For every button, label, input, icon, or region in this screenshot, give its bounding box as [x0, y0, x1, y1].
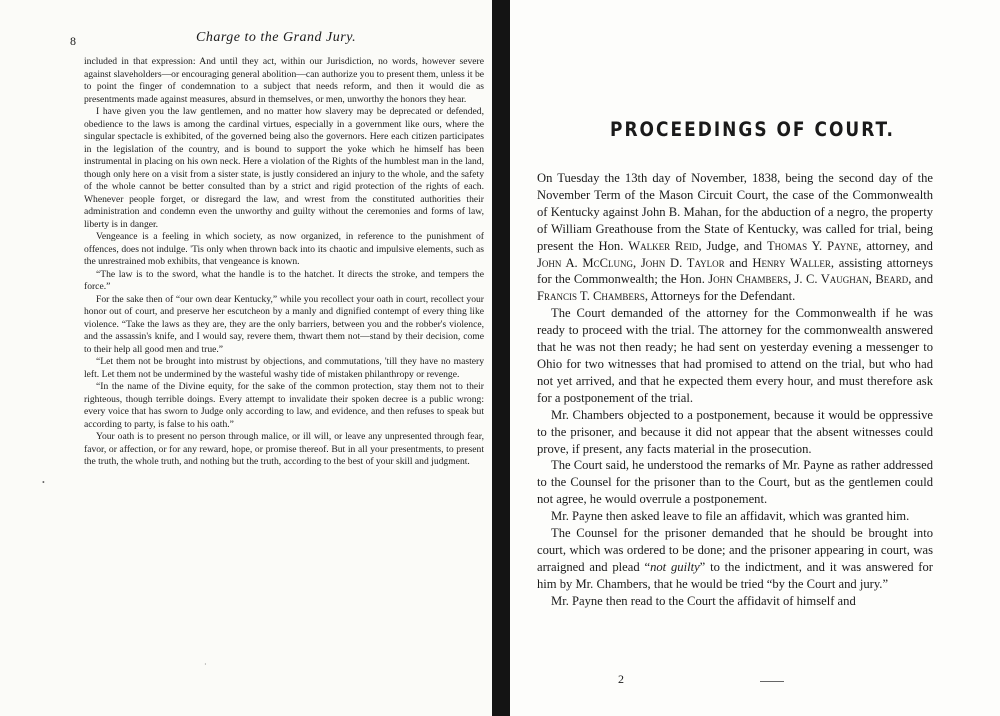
- right-page: [510, 0, 1000, 716]
- right-paragraph: Mr. Payne then asked leave to file an affidavit, which was granted him.: [551, 509, 910, 524]
- name-run: Walker Reid: [628, 238, 699, 253]
- name-run: Henry Waller: [752, 255, 831, 270]
- left-paragraph: I have given you the law gentlemen, and no matter how slavery may be deprecated or defended, obedience to the laws is among the cardinal virtues, especially in a government like ours, where the singular spectacle is exhibited, of the governed being also the governors. Here each citizen participates in the legislation of the country, and is bound to support the yoke which he himself has been instrumental in placing on his own neck. Here a violation of the Rights of the humblest man in the land, though only here on a visit from a sister state, is justly considered an injury to the whole, and the safety of the whole cannot be better consulted than by a strict and rigid protection of the rights of each. Whenever people forget, or disregard the law, and wrest from the constituted authorities their administration and condemn even the unworthy and guilty without the ceremonies and forms of law, liberty is in danger.: [84, 106, 484, 230]
- name-run: Francis T. Chambers: [537, 289, 645, 304]
- text-run: , assisting attorneys for the Commonwealth; the Hon.: [537, 255, 934, 287]
- left-paragraph: Your oath is to present no person through malice, or ill will, or leave any unpresented through fear, favor, or affection, or for any reward, hope, or promise thereof. But in all your presentments, to present the truth, the whole truth, and nothing but the truth, according to the best of your skill and judgment.: [84, 431, 484, 467]
- running-head: Charge to the Grand Jury.: [196, 30, 357, 45]
- left-paragraph: included in that expression: And until they act, within our Jurisdiction, no words, however severe against slaveholders—or encouraging general abolition—can authorize you to present them, unless it be to point the finger of condemnation to a subject that needs reform, and then it would die as presentments made against measures, absurd in themselves, or men, unworthy the honors they hear.: [84, 56, 484, 105]
- left-page: [0, 0, 492, 716]
- text-run: and: [724, 255, 753, 270]
- right-paragraph: [537, 170, 933, 305]
- emphasis-run: not guilty: [650, 559, 700, 574]
- left-page-text: [84, 56, 484, 469]
- text-run: ” to the indictment, and it was answered for him by Mr. Chambers, that he would be tried “by the Court and jury.”: [537, 559, 933, 591]
- text-run: and: [911, 272, 933, 287]
- left-paragraph: Vengeance is a feeling in which society, as now organized, in reference to the punishment of offences, does not indulge. 'Tis only when thrown back into its chaotic and impulsive elements, such as the unrestrained mob exhibits, that vengeance is known.: [84, 231, 484, 267]
- text-run: On Tuesday the 13th day of November, 1838, being the second day of the November Term of the Mason Circuit Court, the case of the Commonwealth of Kentucky against John B. Mahan, for the abduction of a negro, the property of William Greathouse from the State of Kentucky, was called for trial, being present the Hon.: [537, 171, 933, 253]
- right-paragraph: The Court said, he understood the remarks of Mr. Payne as rather addressed to the Counsel for the prisoner than to the Court, but as the gentlemen could not agree, he would overrule a postponement.: [537, 458, 933, 507]
- right-paragraph: The Court demanded of the attorney for the Commonwealth if he was ready to proceed with the trial. The attorney for the commonwealth answered that he was not then ready; he had sent on yesterday evening a messenger to Ohio for two witnesses that had promised to attend on the trial, but who had not yet arrived, and that he expected them every hour, and must therefore ask for a postponement of the trial.: [537, 306, 933, 405]
- scan-speck: ·: [204, 660, 207, 669]
- scan-line: [760, 681, 784, 682]
- left-paragraph: “The law is to the sword, what the handle is to the hatchet. It directs the stroke, and tempers the force.”: [84, 268, 484, 292]
- name-run: John Chambers, J. C. Vaughan, Beard,: [708, 272, 912, 287]
- book-gutter: [492, 0, 510, 716]
- right-paragraph: [537, 525, 933, 593]
- right-page-number: 2: [618, 672, 624, 686]
- name-run: John A. McClung, John D. Taylor: [537, 255, 725, 270]
- scan-speck: •: [42, 478, 45, 487]
- left-paragraph: For the sake then of “our own dear Kentucky,” while you recollect your oath in court, recollect your honor out of court, and preserve her escutcheon by a manly and dignified contempt of every thing like violence. “Take the laws as they are, they are the only barriers, between you and the robber's violence, and the assassin's knife, and I would say, revere them, thwart them not—stand by their decision, come to their help all good men and true.”: [84, 293, 484, 355]
- name-run: Thomas Y. Payne: [766, 238, 859, 253]
- text-run: The Counsel for the prisoner demanded that he should be brought into court, which was ordered to be done; and the prisoner appearing in court, was arraigned and plead “: [537, 526, 933, 574]
- section-heading: PROCEEDINGS OF COURT.: [610, 118, 895, 142]
- left-page-number: 8: [70, 34, 76, 48]
- left-paragraph: “Let them not be brought into mistrust by objections, and commutations, 'till they have no mastery left. Let them not be undermined by the wasteful washy tide of mistaken philanthropy or revenge.: [84, 356, 484, 380]
- text-run: , Judge, and: [698, 238, 767, 253]
- left-paragraph: “In the name of the Divine equity, for the sake of the common protection, stay them not to their righteous, though terrible doings. Every attempt to invalidate their spoken decree is a public wrong: every voice that has sworn to Judge only according to law, and evidence, and then refuses to speak but according to party, is false to his oath.”: [84, 381, 484, 430]
- text-run: , attorney, and: [858, 238, 933, 253]
- right-paragraph: Mr. Payne then read to the Court the affidavit of himself and: [551, 593, 856, 608]
- right-paragraph: Mr. Chambers objected to a postponement, because it would be oppressive to the prisoner, and because it did not appear that the absent witnesses could prove, if present, any facts material in the prosecution.: [537, 407, 933, 456]
- text-run: , Attorneys for the Defendant.: [644, 289, 796, 304]
- right-page-text: [537, 170, 933, 610]
